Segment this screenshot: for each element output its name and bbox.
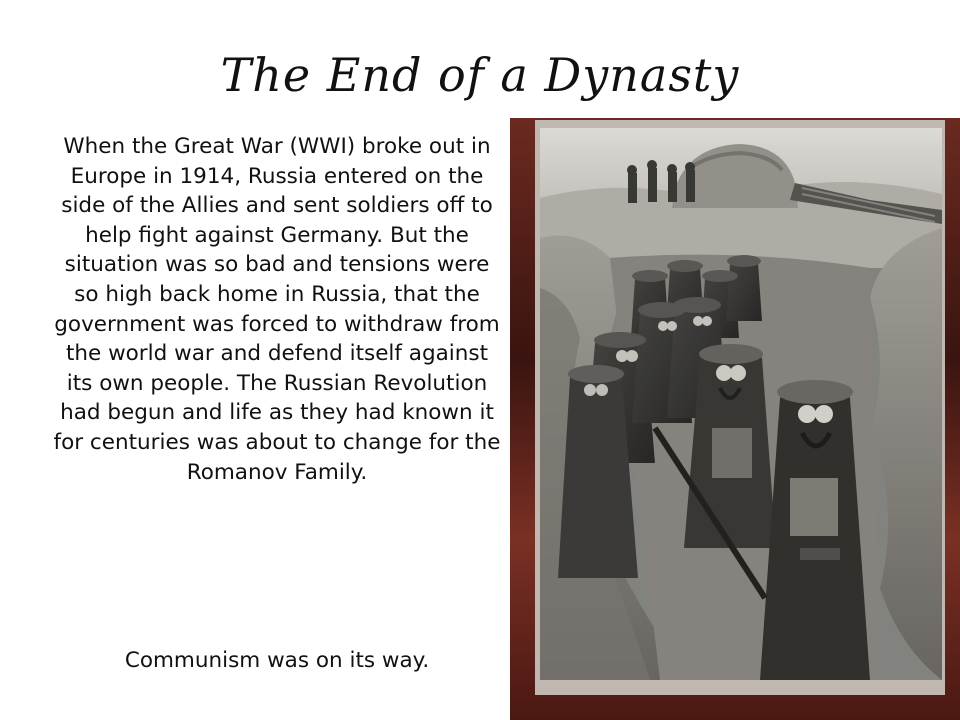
slide-body-tail: Communism was on its way.: [124, 648, 430, 673]
slide-title: The End of a Dynasty: [220, 48, 740, 102]
soldiers-in-trench-photo: [540, 128, 942, 680]
slide-body-text: When the Great War (WWI) broke out in Europe in 1914, Russia entered on the side of the Allies and sent soldiers off to help fight against Germany. But the situation was so bad and tensions were so high back home in Russia, that the government was forced to withdraw from the world war and defend itself against its own people. The Russian Revolution had begun and life as they had known it for centuries was about to change for the Romanov Family.: [53, 134, 501, 485]
trench-photo-illustration: [540, 128, 942, 680]
